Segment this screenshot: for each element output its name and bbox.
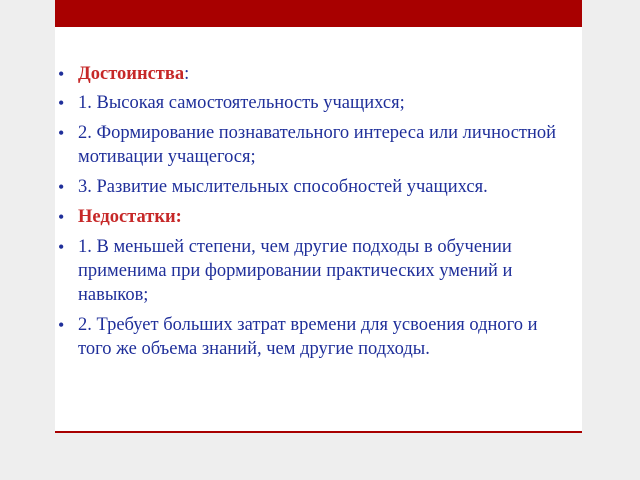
list-item-disadvantage-1 xyxy=(58,235,570,307)
bullet-icon: • xyxy=(58,237,65,257)
advantage-2-text: 2. Формирование познавательного интереса или личностной мотивации учащегося; xyxy=(78,123,557,167)
bullet-icon: • xyxy=(58,315,65,335)
bullet-icon: • xyxy=(58,177,65,197)
bullet-icon: • xyxy=(58,123,65,143)
disadvantage-1-text: 1. В меньшей степени, чем другие подходы в обучении применима при формировании практических умений и навыков; xyxy=(78,237,513,305)
advantages-heading: Достоинства xyxy=(78,64,185,84)
list-item-advantage-2 xyxy=(58,121,570,169)
advantage-3-text: 3. Развитие мыслительных способностей учащихся. xyxy=(78,177,488,197)
disadvantage-2-text: 2. Требует больших затрат времени для усвоения одного и того же объема знаний, чем другие подходы. xyxy=(78,315,538,359)
bullet-icon: • xyxy=(58,93,65,113)
disadvantages-heading: Недостатки: xyxy=(78,207,182,227)
bottom-divider-line xyxy=(55,431,582,433)
bullet-icon: • xyxy=(58,207,65,227)
list-item-advantages-heading xyxy=(58,62,570,86)
list-item-disadvantages-heading xyxy=(58,205,570,229)
list-item-advantage-1 xyxy=(58,91,570,115)
list-item-advantage-3 xyxy=(58,175,570,199)
bullet-list xyxy=(58,62,570,367)
advantages-heading-colon: : xyxy=(184,64,190,84)
list-item-disadvantage-2 xyxy=(58,313,570,361)
top-accent-bar xyxy=(55,0,582,27)
advantage-1-text: 1. Высокая самостоятельность учащихся; xyxy=(78,93,405,113)
bullet-icon: • xyxy=(58,64,65,84)
